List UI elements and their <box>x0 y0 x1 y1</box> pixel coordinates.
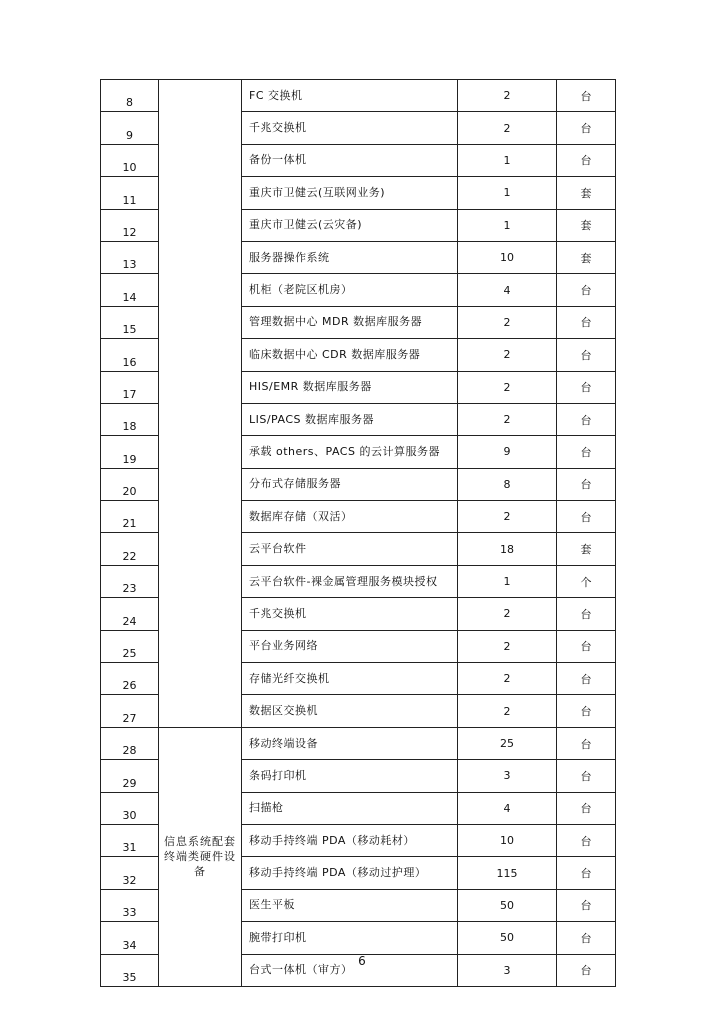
item-unit: 台 <box>557 954 616 986</box>
category-cell-1 <box>159 80 242 728</box>
item-name: 存储光纤交换机 <box>242 663 458 695</box>
item-quantity: 2 <box>458 598 557 630</box>
item-quantity: 8 <box>458 468 557 500</box>
row-number: 18 <box>101 403 159 435</box>
item-unit: 台 <box>557 80 616 112</box>
row-number: 26 <box>101 663 159 695</box>
row-number: 14 <box>101 274 159 306</box>
item-name: HIS/EMR 数据库服务器 <box>242 371 458 403</box>
item-quantity: 25 <box>458 727 557 759</box>
item-quantity: 2 <box>458 663 557 695</box>
item-unit: 台 <box>557 403 616 435</box>
item-quantity: 9 <box>458 436 557 468</box>
item-unit: 台 <box>557 274 616 306</box>
item-name: 移动手持终端 PDA（移动过护理） <box>242 857 458 889</box>
item-unit: 台 <box>557 922 616 954</box>
row-number: 21 <box>101 501 159 533</box>
page-number: 6 <box>358 954 366 968</box>
item-quantity: 1 <box>458 177 557 209</box>
item-quantity: 3 <box>458 760 557 792</box>
item-name: 千兆交换机 <box>242 112 458 144</box>
row-number: 28 <box>101 727 159 759</box>
row-number: 24 <box>101 598 159 630</box>
category-cell-2: 信息系统配套终端类硬件设备 <box>159 727 242 986</box>
item-quantity: 1 <box>458 209 557 241</box>
row-number: 10 <box>101 144 159 176</box>
item-name: LIS/PACS 数据库服务器 <box>242 403 458 435</box>
item-unit: 台 <box>557 436 616 468</box>
item-quantity: 2 <box>458 306 557 338</box>
row-number: 20 <box>101 468 159 500</box>
item-unit: 台 <box>557 144 616 176</box>
item-name: 服务器操作系统 <box>242 241 458 273</box>
item-quantity: 10 <box>458 824 557 856</box>
item-quantity: 2 <box>458 371 557 403</box>
item-quantity: 2 <box>458 339 557 371</box>
item-unit: 套 <box>557 209 616 241</box>
item-name: 管理数据中心 MDR 数据库服务器 <box>242 306 458 338</box>
row-number: 33 <box>101 889 159 921</box>
item-quantity: 2 <box>458 630 557 662</box>
item-quantity: 50 <box>458 889 557 921</box>
row-number: 23 <box>101 565 159 597</box>
item-name: 移动手持终端 PDA（移动耗材） <box>242 824 458 856</box>
item-unit: 台 <box>557 889 616 921</box>
item-name: 备份一体机 <box>242 144 458 176</box>
item-name: 移动终端设备 <box>242 727 458 759</box>
item-name: 千兆交换机 <box>242 598 458 630</box>
item-unit: 台 <box>557 663 616 695</box>
item-name: 医生平板 <box>242 889 458 921</box>
table-row <box>101 80 616 112</box>
item-unit: 套 <box>557 177 616 209</box>
item-quantity: 2 <box>458 695 557 727</box>
item-quantity: 1 <box>458 144 557 176</box>
item-unit: 台 <box>557 371 616 403</box>
row-number: 12 <box>101 209 159 241</box>
item-unit: 台 <box>557 824 616 856</box>
item-quantity: 2 <box>458 501 557 533</box>
item-name: 分布式存储服务器 <box>242 468 458 500</box>
row-number: 19 <box>101 436 159 468</box>
item-unit: 台 <box>557 339 616 371</box>
item-quantity: 115 <box>458 857 557 889</box>
item-unit: 台 <box>557 760 616 792</box>
table-row <box>101 727 616 759</box>
item-unit: 台 <box>557 695 616 727</box>
row-number: 16 <box>101 339 159 371</box>
item-unit: 台 <box>557 857 616 889</box>
item-name: 台式一体机（审方） <box>242 954 458 986</box>
item-quantity: 1 <box>458 565 557 597</box>
item-quantity: 10 <box>458 241 557 273</box>
item-name: 临床数据中心 CDR 数据库服务器 <box>242 339 458 371</box>
item-name: 腕带打印机 <box>242 922 458 954</box>
item-unit: 台 <box>557 112 616 144</box>
row-number: 29 <box>101 760 159 792</box>
item-name: FC 交换机 <box>242 80 458 112</box>
row-number: 34 <box>101 922 159 954</box>
item-unit: 台 <box>557 306 616 338</box>
item-name: 云平台软件-裸金属管理服务模块授权 <box>242 565 458 597</box>
item-name: 重庆市卫健云(互联网业务) <box>242 177 458 209</box>
row-number: 25 <box>101 630 159 662</box>
row-number: 30 <box>101 792 159 824</box>
row-number: 11 <box>101 177 159 209</box>
item-quantity: 4 <box>458 274 557 306</box>
item-name: 条码打印机 <box>242 760 458 792</box>
item-quantity: 18 <box>458 533 557 565</box>
item-unit: 台 <box>557 598 616 630</box>
item-quantity: 2 <box>458 112 557 144</box>
equipment-table <box>100 79 616 987</box>
item-name: 机柜（老院区机房） <box>242 274 458 306</box>
item-unit: 台 <box>557 792 616 824</box>
row-number: 31 <box>101 824 159 856</box>
item-unit: 台 <box>557 468 616 500</box>
item-name: 承载 others、PACS 的云计算服务器 <box>242 436 458 468</box>
row-number: 35 <box>101 954 159 986</box>
row-number: 32 <box>101 857 159 889</box>
item-quantity: 2 <box>458 80 557 112</box>
item-quantity: 50 <box>458 922 557 954</box>
row-number: 13 <box>101 241 159 273</box>
item-unit: 套 <box>557 533 616 565</box>
item-quantity: 3 <box>458 954 557 986</box>
item-unit: 台 <box>557 727 616 759</box>
item-name: 云平台软件 <box>242 533 458 565</box>
row-number: 27 <box>101 695 159 727</box>
item-unit: 台 <box>557 630 616 662</box>
item-unit: 个 <box>557 565 616 597</box>
item-name: 平台业务网络 <box>242 630 458 662</box>
item-quantity: 4 <box>458 792 557 824</box>
item-name: 数据库存储（双活） <box>242 501 458 533</box>
item-name: 扫描枪 <box>242 792 458 824</box>
row-number: 15 <box>101 306 159 338</box>
row-number: 8 <box>101 80 159 112</box>
item-name: 数据区交换机 <box>242 695 458 727</box>
row-number: 9 <box>101 112 159 144</box>
row-number: 17 <box>101 371 159 403</box>
item-unit: 台 <box>557 501 616 533</box>
item-name: 重庆市卫健云(云灾备) <box>242 209 458 241</box>
item-unit: 套 <box>557 241 616 273</box>
item-quantity: 2 <box>458 403 557 435</box>
row-number: 22 <box>101 533 159 565</box>
